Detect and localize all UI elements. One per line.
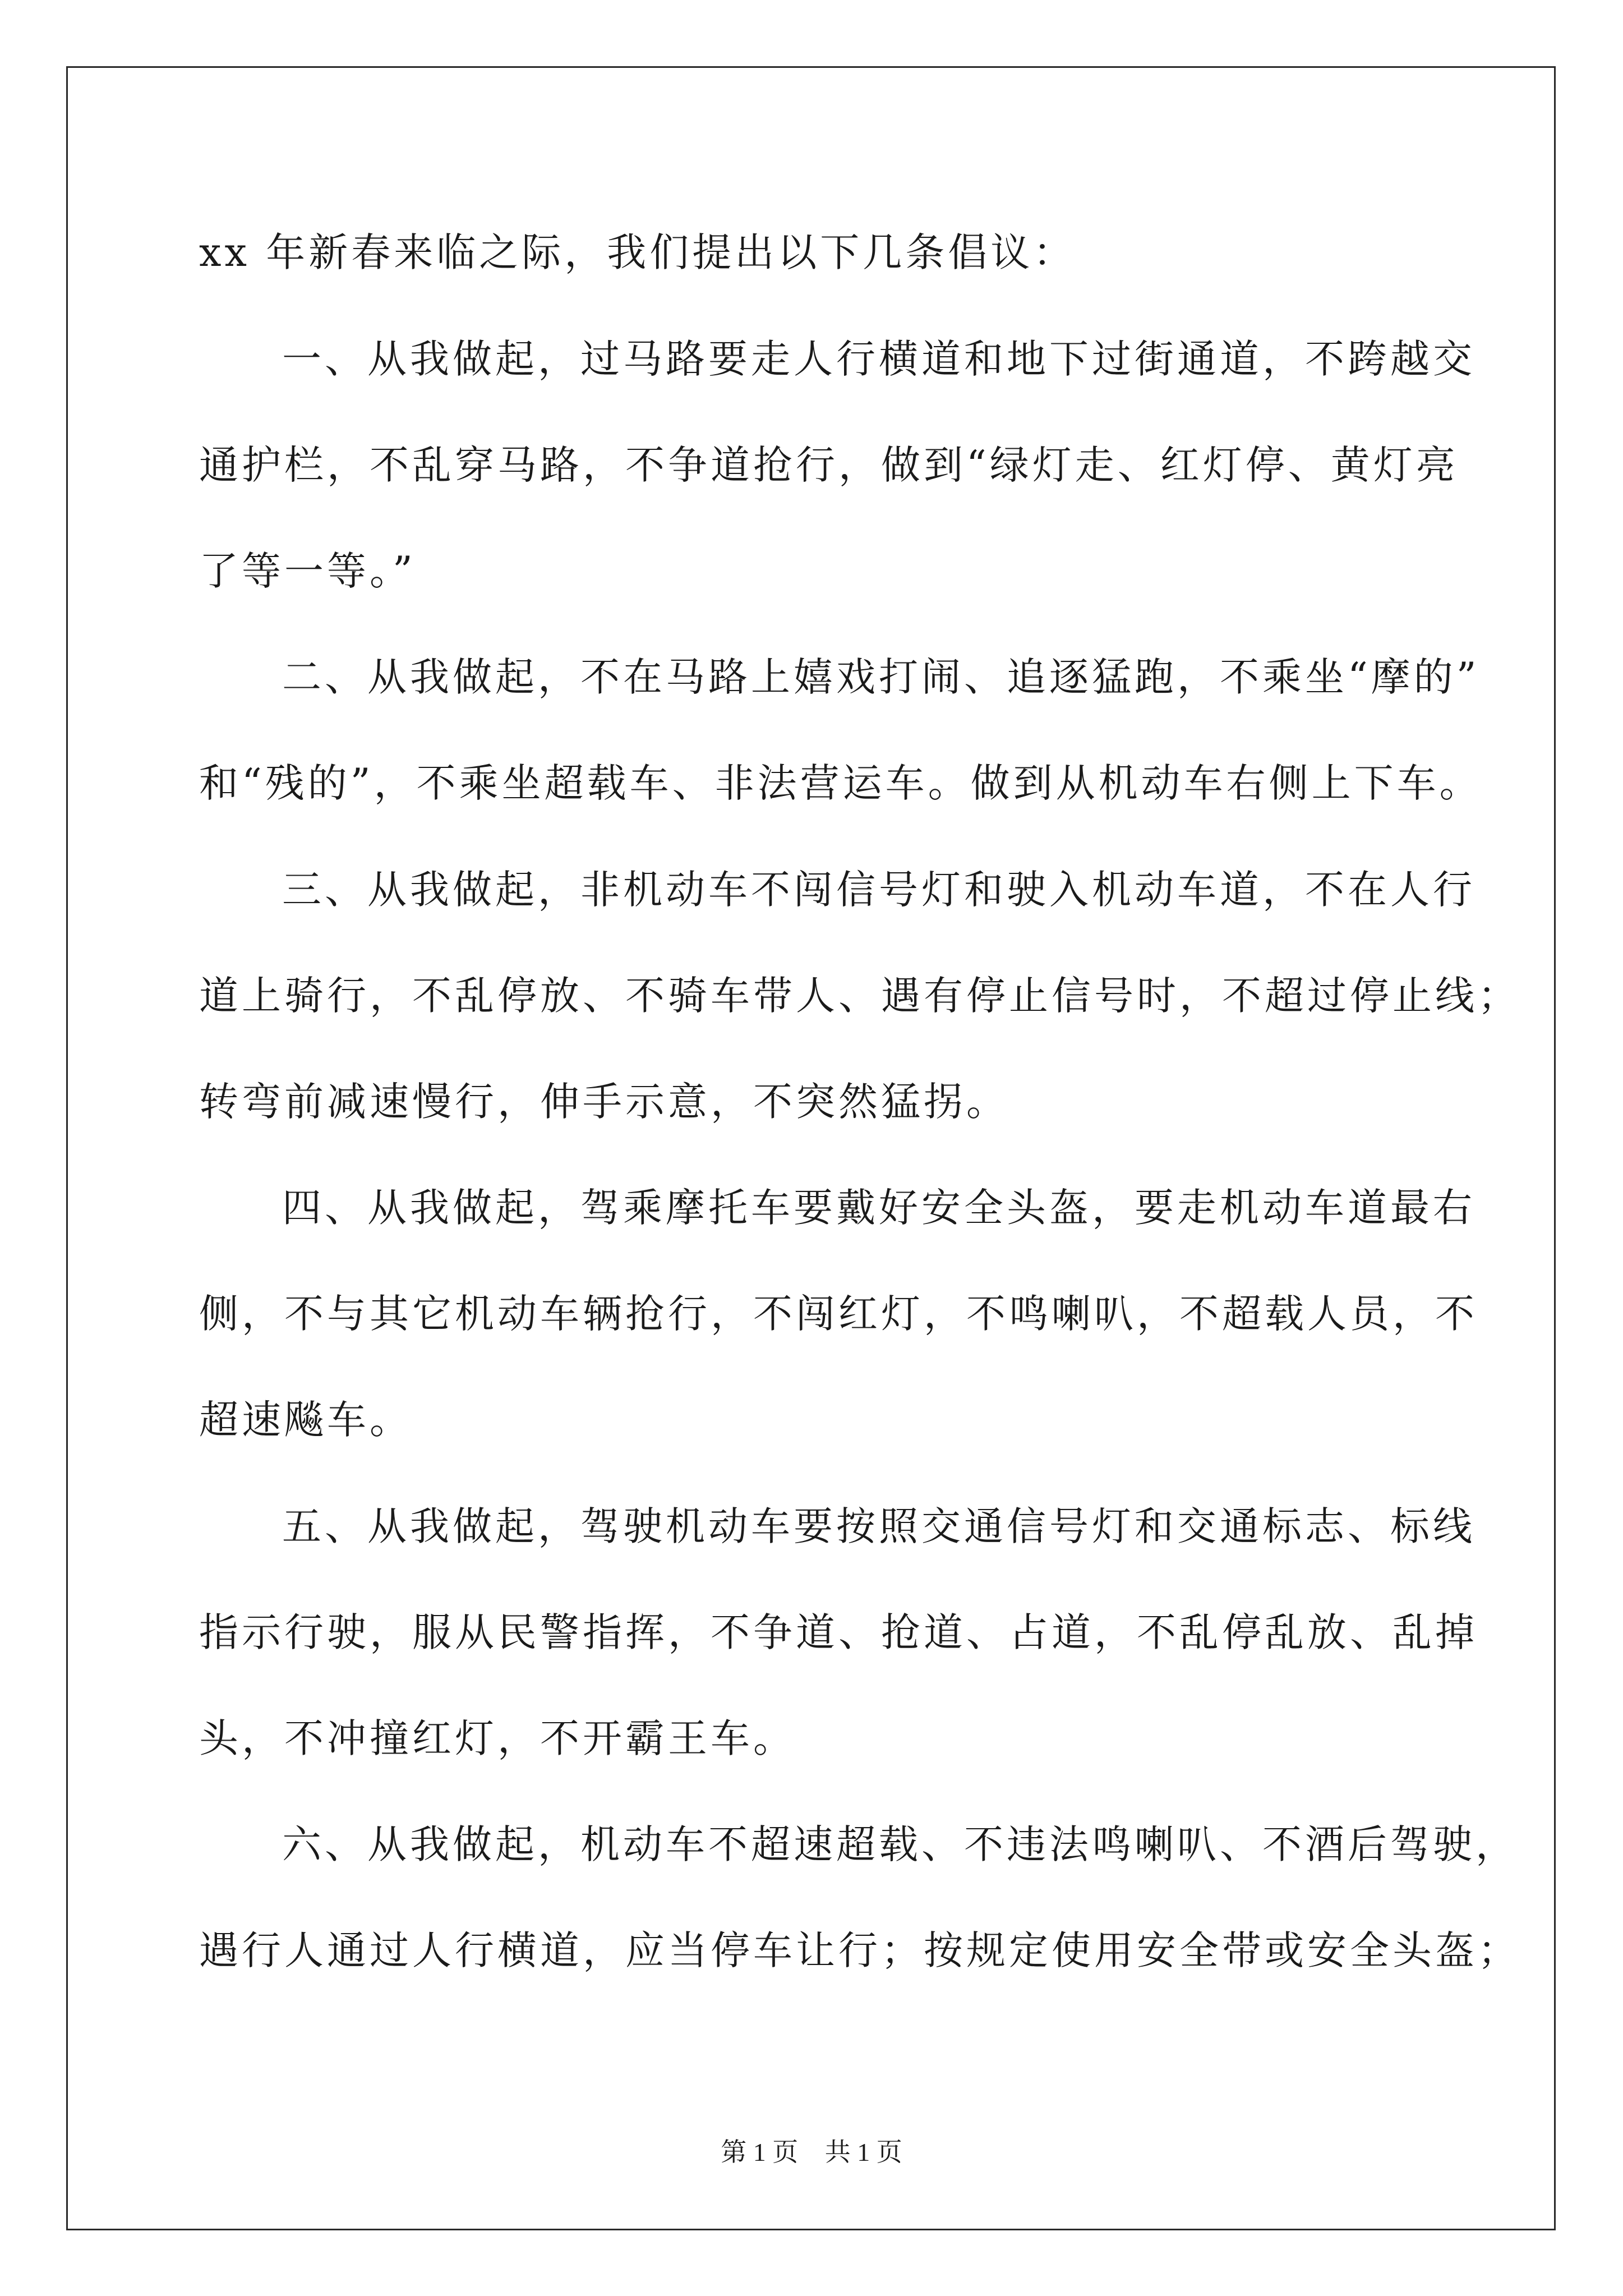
page-border: [66, 66, 1556, 2230]
page-number-total: 共 1 页: [824, 2138, 902, 2166]
page-footer: [0, 2136, 1623, 2169]
paragraph-2-line: 二、从我做起，不在马路上嬉戏打闹、追逐猛跑，不乘坐“摩的”: [282, 654, 1480, 700]
paragraph-1-line: 了等一等。”: [199, 548, 416, 594]
paragraph-2-line: 和“残的”，不乘坐超载车、非法营运车。做到从机动车右侧上下车。: [199, 760, 1482, 806]
paragraph-1-line: 通护栏，不乱穿马路，不争道抢行，做到“绿灯走、红灯停、黄灯亮: [199, 442, 1459, 488]
paragraph-5-line: 头，不冲撞红灯，不开霸王车。: [199, 1715, 796, 1761]
text-line: xx 年新春来临之际，我们提出以下几条倡议：: [199, 229, 1076, 275]
paragraph-5-line: 五、从我做起，驾驶机动车要按照交通信号灯和交通标志、标线: [282, 1503, 1476, 1549]
paragraph-6-line: 六、从我做起，机动车不超速超载、不违法鸣喇叭、不酒后驾驶，: [282, 1821, 1518, 1867]
paragraph-3-line: 转弯前减速慢行，伸手示意，不突然猛拐。: [199, 1079, 1009, 1125]
page-number-current: 第 1 页: [721, 2138, 799, 2166]
paragraph-3-line: 道上骑行，不乱停放、不骑车带人、遇有停止信号时，不超过停止线；: [199, 973, 1520, 1019]
paragraph-3-line: 三、从我做起，非机动车不闯信号灯和驶入机动车道，不在人行: [282, 867, 1476, 913]
paragraph-1-line: 一、从我做起，过马路要走人行横道和地下过街通道，不跨越交: [282, 336, 1476, 382]
paragraph-4-line: 侧，不与其它机动车辆抢行，不闯红灯，不鸣喇叭，不超载人员，不: [199, 1291, 1478, 1337]
paragraph-4-line: 四、从我做起，驾乘摩托车要戴好安全头盔，要走机动车道最右: [282, 1185, 1476, 1231]
paragraph-5-line: 指示行驶，服从民警指挥，不争道、抢道、占道，不乱停乱放、乱掉: [199, 1609, 1478, 1655]
paragraph-6-line: 遇行人通过人行横道，应当停车让行；按规定使用安全带或安全头盔；: [199, 1927, 1520, 1973]
paragraph-4-line: 超速飚车。: [199, 1397, 412, 1443]
